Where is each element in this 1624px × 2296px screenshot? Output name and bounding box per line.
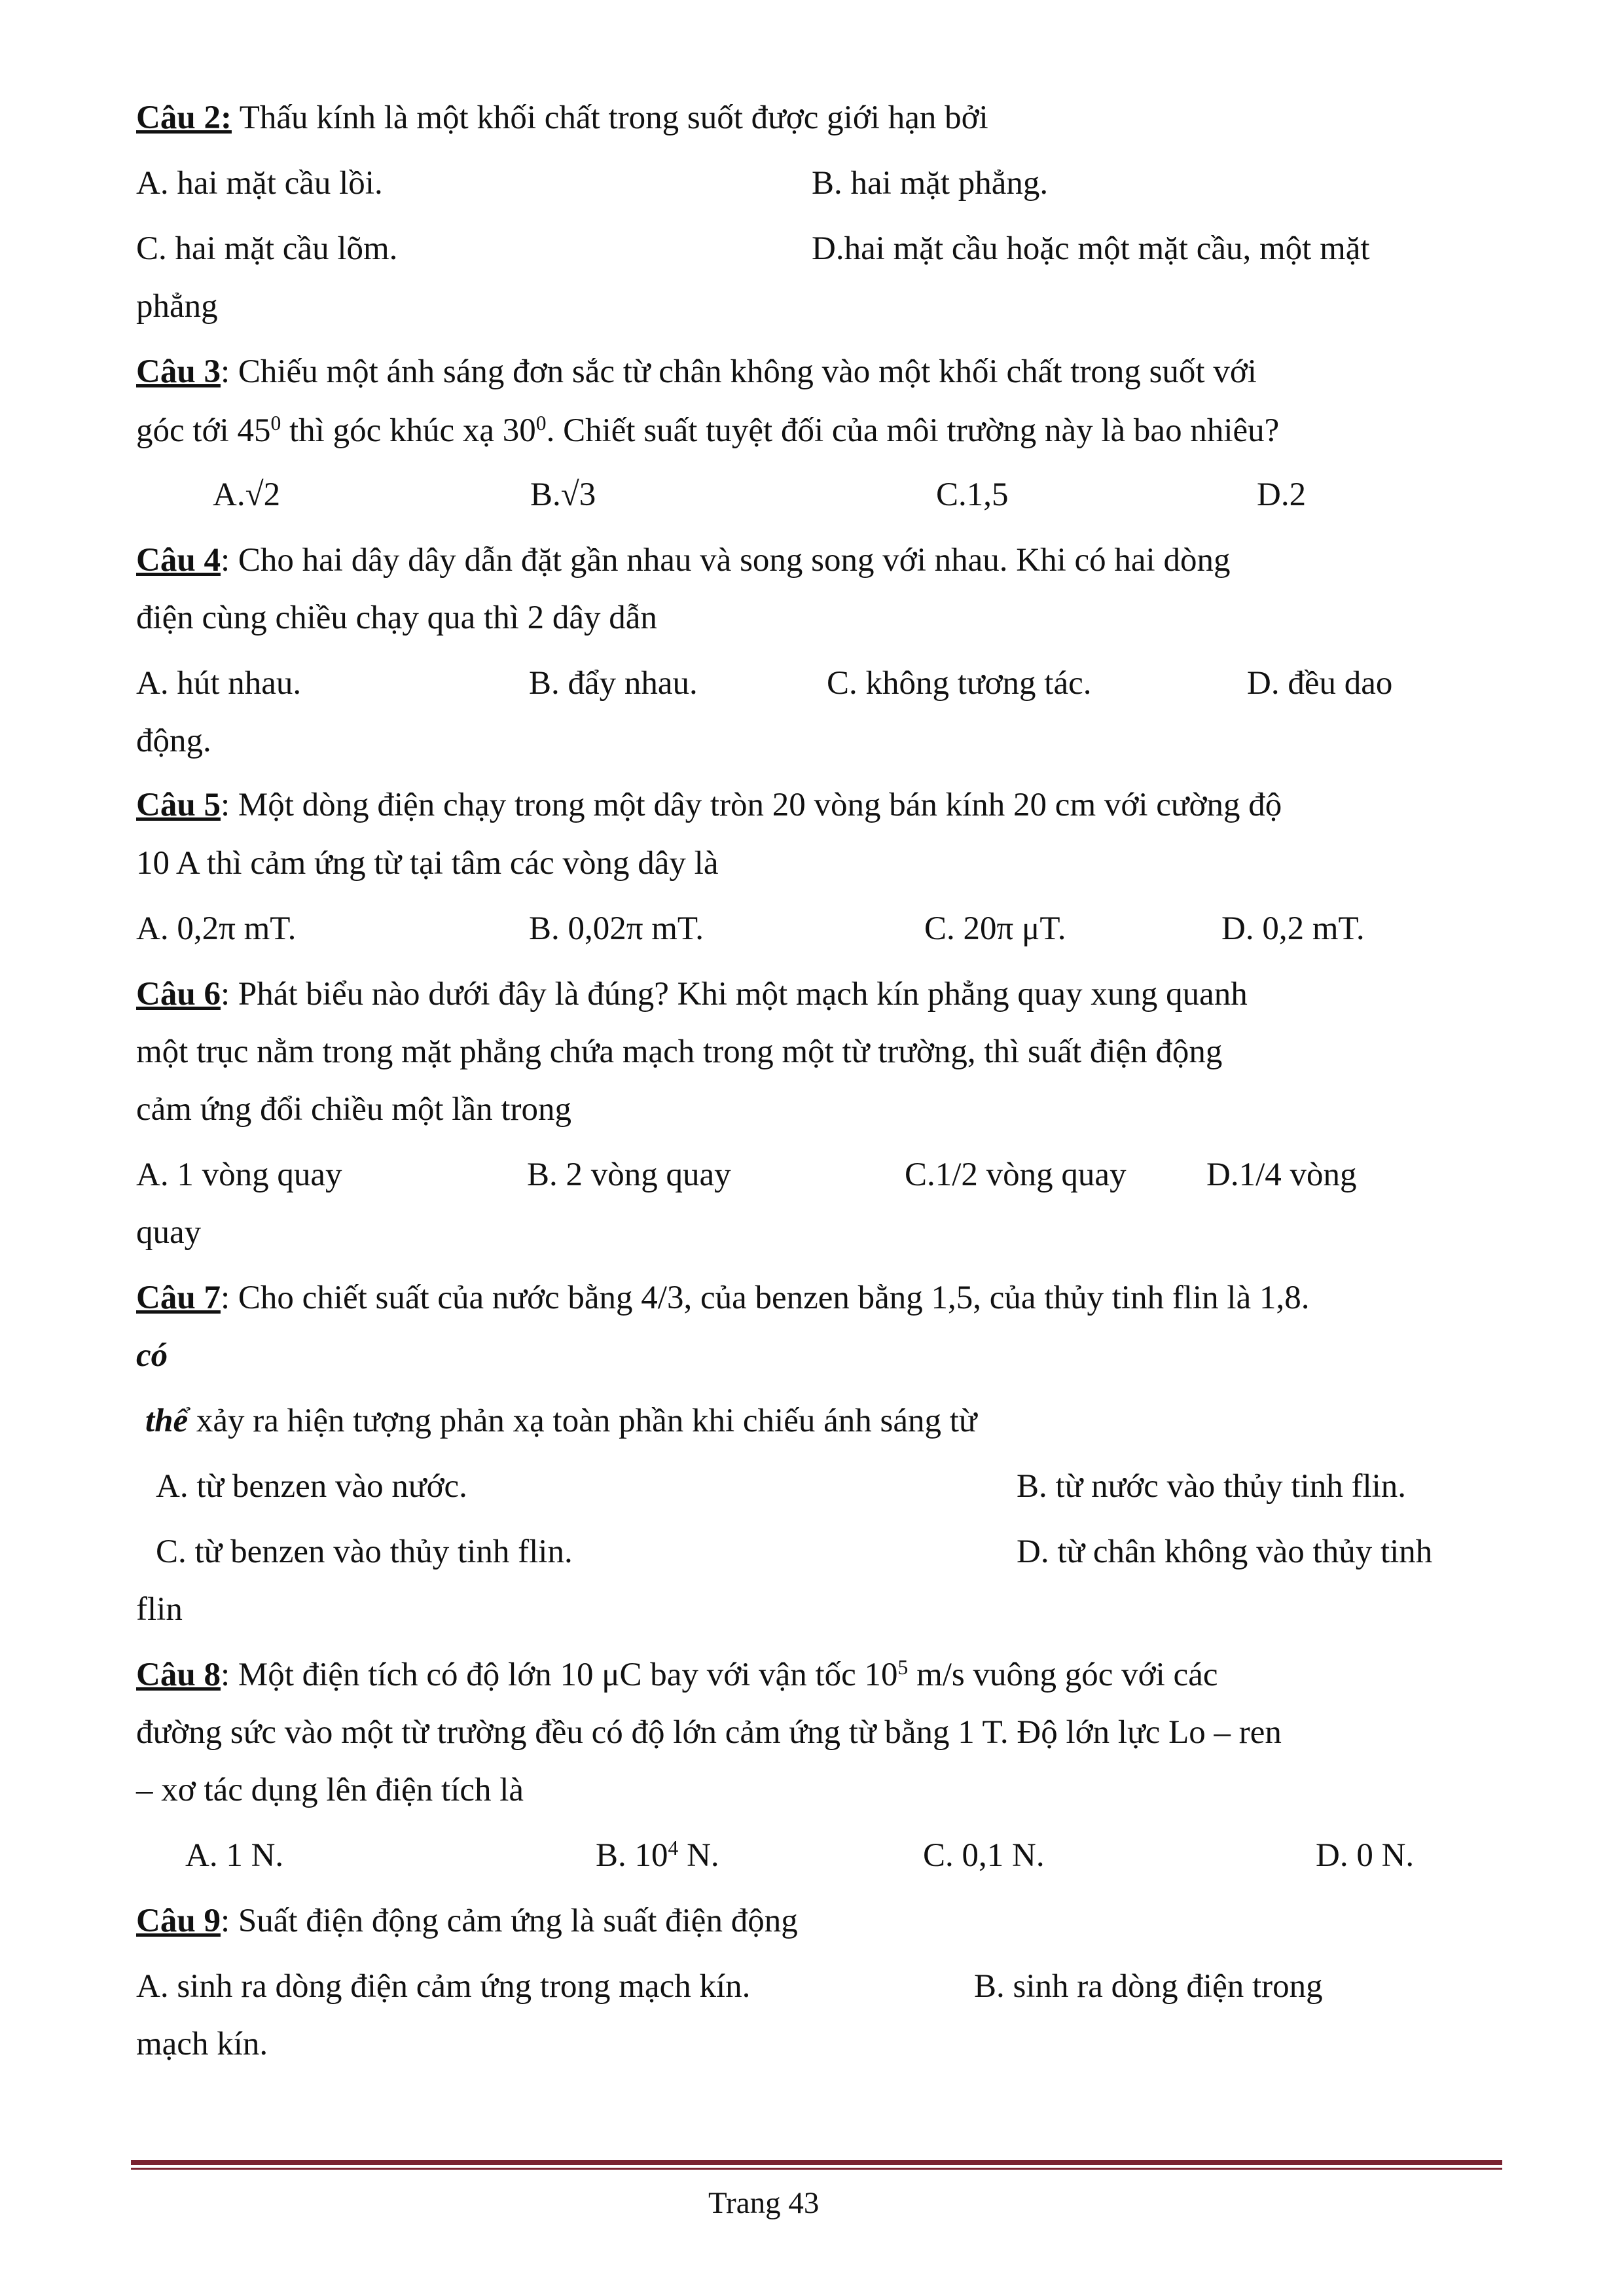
q5-option-a: A. 0,2π mT.	[136, 910, 297, 947]
q5-stem-line2: 10 A thì cảm ứng từ tại tâm các vòng dây là	[136, 845, 719, 882]
q5-option-d: D. 0,2 mT.	[1221, 910, 1365, 947]
q7-emphasis-2: thể	[145, 1403, 189, 1439]
q2-label: Câu 2:	[136, 99, 232, 136]
q6-text-1: : Phát biểu nào dưới đây là đúng? Khi một mạch kín phẳng quay xung quanh	[220, 976, 1248, 1013]
q4-text-1: : Cho hai dây dây dẫn đặt gần nhau và song song với nhau. Khi có hai dòng	[220, 542, 1231, 579]
q7-option-d: D. từ chân không vào thủy tinh	[1017, 1534, 1433, 1570]
q2-stem	[136, 101, 988, 135]
q7-option-d-cont: flin	[136, 1591, 183, 1628]
q3-stem-line2	[136, 411, 1280, 449]
q7-option-b: B. từ nước vào thủy tinh flin.	[1017, 1468, 1407, 1505]
q6-label: Câu 6	[136, 976, 221, 1013]
q6-stem-line1	[136, 978, 1248, 1011]
q3-text-2a: góc tới 45	[136, 412, 271, 449]
q4-stem-line1	[136, 544, 1230, 577]
q5-stem-line1	[136, 789, 1282, 822]
q3-label: Câu 3	[136, 353, 221, 390]
q3-stem-line1	[136, 355, 1257, 389]
q8-option-b-text: B. 10	[596, 1837, 668, 1874]
q3-option-c: C.1,5	[936, 476, 1009, 513]
footer-rule-thin	[131, 2168, 1502, 2170]
q7-label: Câu 7	[136, 1280, 221, 1316]
q9-option-b-cont: mạch kín.	[136, 2026, 268, 2062]
q7-option-c: C. từ benzen vào thủy tinh flin.	[156, 1534, 573, 1570]
q6-option-d: D.1/4 vòng	[1206, 1157, 1357, 1193]
q6-option-a: A. 1 vòng quay	[136, 1157, 342, 1193]
q3-sup-2: 0	[535, 411, 547, 435]
q4-option-c: C. không tương tác.	[827, 665, 1092, 702]
q3-text-1: : Chiếu một ánh sáng đơn sắc từ chân không vào một khối chất trong suốt với	[220, 353, 1257, 390]
q3-text-2b: thì góc khúc xạ 30	[281, 412, 536, 449]
q8-stem-line2: đường sức vào một từ trường đều có độ lớn cảm ứng từ bằng 1 T. Độ lớn lực Lo – ren	[136, 1714, 1282, 1751]
q6-option-b: B. 2 vòng quay	[527, 1157, 731, 1193]
q4-option-d-cont: động.	[136, 723, 211, 759]
q8-sup: 5	[897, 1655, 909, 1679]
q3-sup-1: 0	[270, 411, 281, 435]
q2-option-d-cont: phẳng	[136, 288, 218, 325]
q9-option-b: B. sinh ra dòng điện trong	[974, 1968, 1323, 2005]
q9-text-1: : Suất điện động cảm ứng là suất điện động	[220, 1903, 798, 1939]
q2-option-b: B. hai mặt phẳng.	[812, 165, 1049, 202]
q8-option-c: C. 0,1 N.	[923, 1837, 1045, 1874]
q8-option-b-sup: 4	[668, 1836, 679, 1859]
q8-label: Câu 8	[136, 1657, 221, 1693]
q5-label: Câu 5	[136, 787, 221, 823]
q5-option-c: C. 20π μT.	[924, 910, 1066, 947]
q6-stem-line2: một trục nằm trong mặt phẳng chứa mạch trong một từ trường, thì suất điện động	[136, 1033, 1223, 1070]
q2-option-d: D.hai mặt cầu hoặc một mặt cầu, một mặt	[812, 230, 1370, 267]
q7-emphasis-1: có	[136, 1337, 168, 1374]
q8-text-1a: : Một điện tích có độ lớn 10 μC bay với vận tốc 10	[220, 1657, 898, 1693]
q6-option-c: C.1/2 vòng quay	[905, 1157, 1127, 1193]
q9-stem-line1	[136, 1905, 798, 1938]
q7-stem-line3	[145, 1405, 977, 1438]
q7-text-3: xảy ra hiện tượng phản xạ toàn phần khi chiếu ánh sáng từ	[188, 1403, 977, 1439]
q7-stem-line1	[136, 1282, 1309, 1315]
q8-option-a: A. 1 N.	[185, 1837, 284, 1874]
q9-label: Câu 9	[136, 1903, 221, 1939]
q2-option-a: A. hai mặt cầu lồi.	[136, 165, 383, 202]
footer-rule-thick	[131, 2160, 1502, 2165]
q7-option-a: A. từ benzen vào nước.	[156, 1468, 467, 1505]
q8-option-d: D. 0 N.	[1316, 1837, 1415, 1874]
q8-option-b-unit: N.	[678, 1837, 719, 1874]
q4-option-d: D. đều dao	[1247, 665, 1393, 702]
q8-option-b	[596, 1836, 719, 1874]
q6-option-d-cont: quay	[136, 1214, 202, 1251]
q8-stem-line3: – xơ tác dụng lên điện tích là	[136, 1772, 524, 1808]
q3-option-b: B.√3	[530, 476, 596, 513]
q4-option-b: B. đẩy nhau.	[529, 665, 698, 702]
q5-option-b: B. 0,02π mT.	[529, 910, 704, 947]
q4-label: Câu 4	[136, 542, 221, 579]
q8-text-1b: m/s vuông góc với các	[908, 1657, 1218, 1693]
q8-stem-line1	[136, 1655, 1218, 1693]
q4-option-a: A. hút nhau.	[136, 665, 302, 702]
q6-stem-line3: cảm ứng đổi chiều một lần trong	[136, 1091, 571, 1128]
q4-stem-line2: điện cùng chiều chạy qua thì 2 dây dẫn	[136, 600, 657, 636]
q2-option-c: C. hai mặt cầu lõm.	[136, 230, 398, 267]
q5-text-1: : Một dòng điện chạy trong một dây tròn 20 vòng bán kính 20 cm với cường độ	[220, 787, 1282, 823]
q2-text: Thấu kính là một khối chất trong suốt được giới hạn bởi	[231, 99, 988, 136]
q3-option-a: A.√2	[213, 476, 281, 513]
q3-text-2c: . Chiết suất tuyệt đối của môi trường này là bao nhiêu?	[546, 412, 1280, 449]
q3-option-d: D.2	[1257, 476, 1307, 513]
page-number: Trang 43	[708, 2186, 820, 2220]
q7-text-1: : Cho chiết suất của nước bằng 4/3, của benzen bằng 1,5, của thủy tinh flin là 1,8.	[220, 1280, 1310, 1316]
q9-option-a: A. sinh ra dòng điện cảm ứng trong mạch kín.	[136, 1968, 751, 2005]
